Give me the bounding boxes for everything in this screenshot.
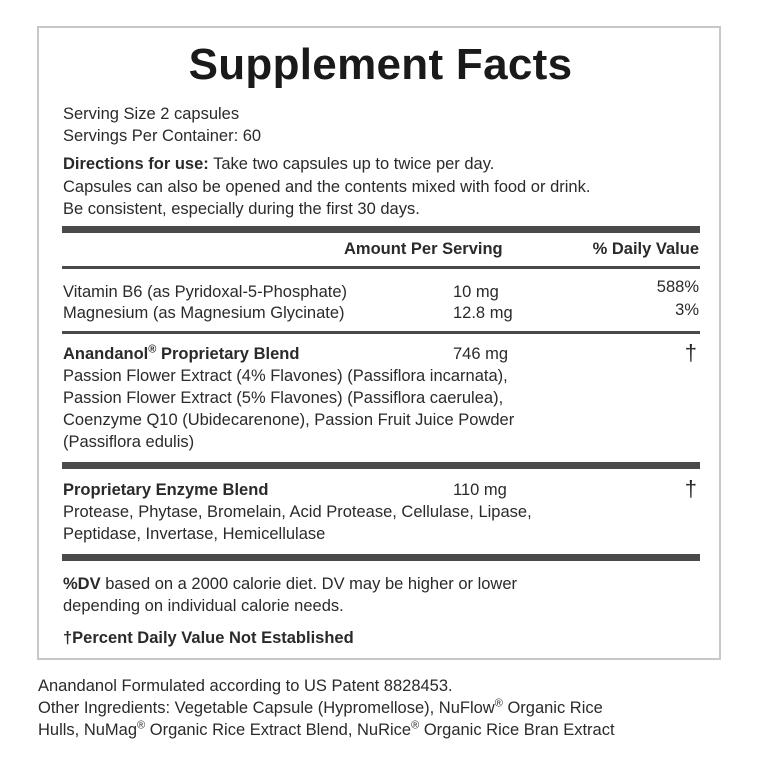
patent-note: Anandanol Formulated according to US Patent 8828453. xyxy=(38,677,453,695)
directions-line-2: Capsules can also be opened and the contents mixed with food or drink. xyxy=(63,178,591,196)
blend-anandanol-name xyxy=(63,343,299,365)
thick-divider xyxy=(62,554,700,561)
blend-ingredient-line: Protease, Phytase, Bromelain, Acid Protease, Cellulase, Lipase, xyxy=(63,503,532,521)
other-ingredients-text-e: Organic Rice Bran Extract xyxy=(423,721,615,739)
other-ingredients-text-d: Organic Rice Extract Blend, NuRice xyxy=(149,721,412,739)
nutrient-name-vitamin-b6: Vitamin B6 (as Pyridoxal-5-Phosphate) xyxy=(63,283,347,301)
directions-label: Directions for use: xyxy=(63,155,209,173)
registered-mark: ® xyxy=(494,697,503,710)
blend-ingredient-line: (Passiflora edulis) xyxy=(63,433,195,451)
servings-per-container: Servings Per Container: 60 xyxy=(63,127,262,145)
other-ingredients-text-b: Organic Rice xyxy=(507,699,603,717)
nutrient-amount-magnesium: 12.8 mg xyxy=(453,304,513,322)
blend-enzyme-amount: 110 mg xyxy=(453,481,507,499)
blend-ingredient-line: Passion Flower Extract (4% Flavones) (Passiflora incarnata), xyxy=(63,367,508,385)
other-ingredients-line-2 xyxy=(38,719,615,741)
nutrient-name-magnesium: Magnesium (as Magnesium Glycinate) xyxy=(63,304,345,322)
panel-title: Supplement Facts xyxy=(188,40,573,89)
blend-ingredient-line: Passion Flower Extract (5% Flavones) (Passiflora caerulea), xyxy=(63,389,504,407)
thick-divider xyxy=(62,226,700,233)
registered-mark: ® xyxy=(137,719,146,732)
daily-value-header: % Daily Value xyxy=(592,240,699,258)
dv-footnote-line-2: depending on individual calorie needs. xyxy=(63,597,344,615)
registered-mark: ® xyxy=(411,719,420,732)
directions-line-3: Be consistent, especially during the first 30 days. xyxy=(63,200,420,218)
dagger-footnote: †Percent Daily Value Not Established xyxy=(63,629,354,647)
directions-line-1 xyxy=(63,153,494,175)
blend-ingredient-line: Peptidase, Invertase, Hemicellulase xyxy=(63,525,326,543)
dagger-icon: † xyxy=(684,476,697,501)
blend-anandanol-label: Proprietary Blend xyxy=(160,345,300,363)
dv-footnote-text: based on a 2000 calorie diet. DV may be higher or lower xyxy=(105,575,518,593)
other-ingredients-line-1 xyxy=(38,697,603,719)
blend-anandanol-amount: 746 mg xyxy=(453,345,509,363)
nutrient-dv-vitamin-b6: 588% xyxy=(656,278,699,296)
amount-per-serving-header: Amount Per Serving xyxy=(344,240,503,258)
nutrient-dv-magnesium: 3% xyxy=(675,301,699,319)
dv-footnote-line-1 xyxy=(63,573,517,595)
other-ingredients-text-a: Other Ingredients: Vegetable Capsule (Hypromellose), NuFlow xyxy=(38,699,495,717)
blend-ingredient-line: Coenzyme Q10 (Ubidecarenone), Passion Fruit Juice Powder xyxy=(63,411,515,429)
directions-text-1: Take two capsules up to twice per day. xyxy=(213,155,495,173)
blend-enzyme-name: Proprietary Enzyme Blend xyxy=(63,481,269,499)
nutrient-amount-vitamin-b6: 10 mg xyxy=(453,283,499,301)
serving-size: Serving Size 2 capsules xyxy=(63,105,240,123)
blend-anandanol-brand: Anandanol xyxy=(63,345,149,363)
dagger-icon: † xyxy=(684,340,697,365)
divider xyxy=(62,266,700,269)
divider xyxy=(62,331,700,334)
thick-divider xyxy=(62,462,700,469)
registered-mark: ® xyxy=(148,343,157,356)
other-ingredients-text-c: Hulls, NuMag xyxy=(38,721,138,739)
dv-footnote-label: %DV xyxy=(63,575,101,593)
